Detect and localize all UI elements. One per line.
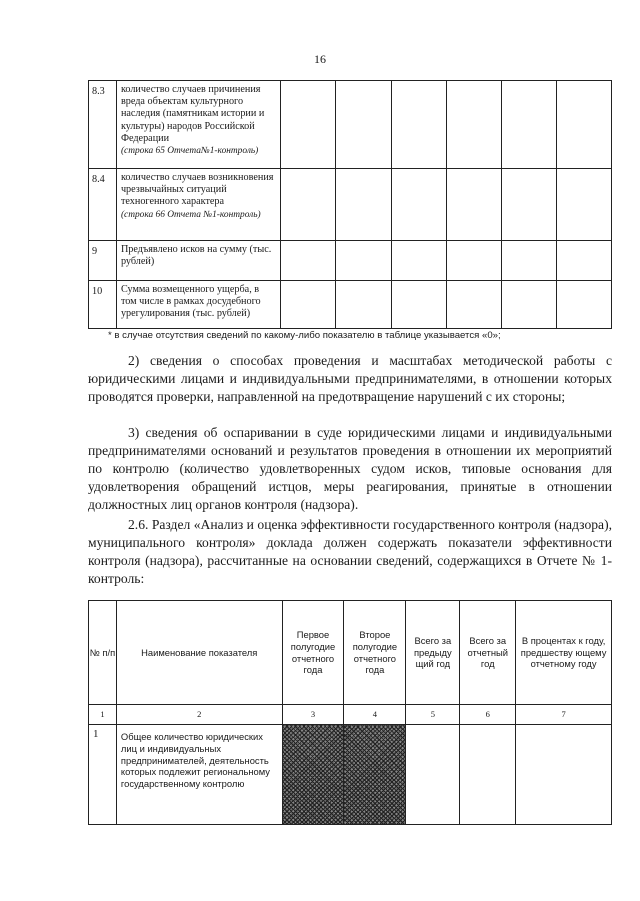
paragraph-court-disputes [88, 424, 612, 514]
value-cell [281, 241, 336, 281]
column-number: 4 [344, 705, 406, 725]
table-row [89, 81, 612, 169]
indicators-table-continued [88, 80, 612, 329]
row-number: 1 [89, 725, 117, 825]
indicator-name [116, 81, 280, 169]
column-number: 2 [116, 705, 282, 725]
paragraph-text: 2) сведения о способах проведения и масштабах методической работы с юридическими лицами и индивидуальными предпринимателями, в отношении которых проводятся проверки, направленной на предотвращение нарушений с их стороны; [88, 353, 612, 404]
value-cell [281, 281, 336, 329]
header-second-half: Второе полугодие отчетного года [344, 601, 406, 705]
row-number: 8.3 [89, 81, 117, 169]
table-row [89, 169, 612, 241]
value-cell [556, 241, 611, 281]
value-cell [446, 241, 501, 281]
page-number: 16 [314, 52, 326, 66]
value-cell [391, 241, 446, 281]
value-cell [446, 281, 501, 329]
table-row [89, 725, 612, 825]
row-number: 10 [89, 281, 117, 329]
value-cell [281, 81, 336, 169]
value-cell [556, 81, 611, 169]
header-percent: В процентах к году, предшеству ющему отчетному году [516, 601, 612, 705]
value-cell [391, 169, 446, 241]
column-number: 3 [282, 705, 344, 725]
indicator-text: количество случаев возникновения чрезвычайных ситуаций техногенного характера [120, 172, 274, 208]
header-previous-year: Всего за предыду щий год [406, 601, 460, 705]
column-number: 1 [89, 705, 117, 725]
value-cell [336, 281, 391, 329]
indicator-name [116, 241, 280, 281]
indicator-text: Сумма возмещенного ущерба, в том числе в рамках досудебного урегулирования (тыс. рублей) [120, 284, 261, 320]
column-number: 6 [460, 705, 516, 725]
table-row [89, 241, 612, 281]
indicator-source: (строка 65 Отчета№1-контроль) [120, 146, 259, 157]
indicator-source: (строка 66 Отчета №1-контроль) [120, 209, 261, 220]
hatched-cell [344, 725, 406, 825]
table-header-row [89, 601, 612, 705]
indicator-text: Предъявлено исков на сумму (тыс. рублей) [120, 244, 272, 268]
paragraph-section-2-6 [88, 516, 612, 588]
column-number: 7 [516, 705, 612, 725]
indicator-name [116, 281, 280, 329]
value-cell [501, 241, 556, 281]
value-cell [501, 169, 556, 241]
value-cell [391, 81, 446, 169]
table-row [89, 281, 612, 329]
row-number: 8.4 [89, 169, 117, 241]
value-cell [281, 169, 336, 241]
column-number: 5 [406, 705, 460, 725]
paragraph-text: 2.6. Раздел «Анализ и оценка эффективности государственного контроля (надзора), муниципального контроля» доклада должен содержать показатели эффективности контроля (надзора), рассчитанные на основании сведений, содержащихся в Отчете № 1-контроль: [88, 517, 612, 586]
paragraph-text: 3) сведения об оспаривании в суде юридическими лицами и индивидуальными предпринимателями оснований и результатов проведения в отношении их мероприятий по контролю (количество удовлетворенных судом исков, типовые основания для удовлетворения обращений истцов, меры реагирования, принятые в отношении должностных лиц органов контроля (надзора). [88, 425, 612, 512]
efficiency-indicators-table [88, 600, 612, 825]
value-cell [391, 281, 446, 329]
value-cell [460, 725, 516, 825]
table-footnote: * в случае отсутствия сведений по какому-либо показателю в таблице указывается «0»; [108, 330, 501, 341]
value-cell [556, 169, 611, 241]
indicator-name [116, 169, 280, 241]
value-cell [446, 169, 501, 241]
value-cell [406, 725, 460, 825]
row-number: 9 [89, 241, 117, 281]
header-num: № п/п [89, 601, 117, 705]
hatched-cell [282, 725, 344, 825]
value-cell [336, 241, 391, 281]
value-cell [336, 169, 391, 241]
header-name: Наименование показателя [116, 601, 282, 705]
value-cell [336, 81, 391, 169]
header-current-year: Всего за отчетный год [460, 601, 516, 705]
value-cell [556, 281, 611, 329]
header-first-half: Первое полугодие отчетного года [282, 601, 344, 705]
indicator-name: Общее количество юридических лиц и индивидуальных предпринимателей, деятельность которых подлежит региональному государственному контролю [116, 725, 282, 825]
value-cell [446, 81, 501, 169]
indicator-text: количество случаев причинения вреда объектам культурного наследия (памятникам истории и культуры) народов Российской Федерации [120, 84, 265, 144]
paragraph-methodical-work [88, 352, 612, 406]
value-cell [501, 81, 556, 169]
value-cell [516, 725, 612, 825]
value-cell [501, 281, 556, 329]
column-numbers-row [89, 705, 612, 725]
